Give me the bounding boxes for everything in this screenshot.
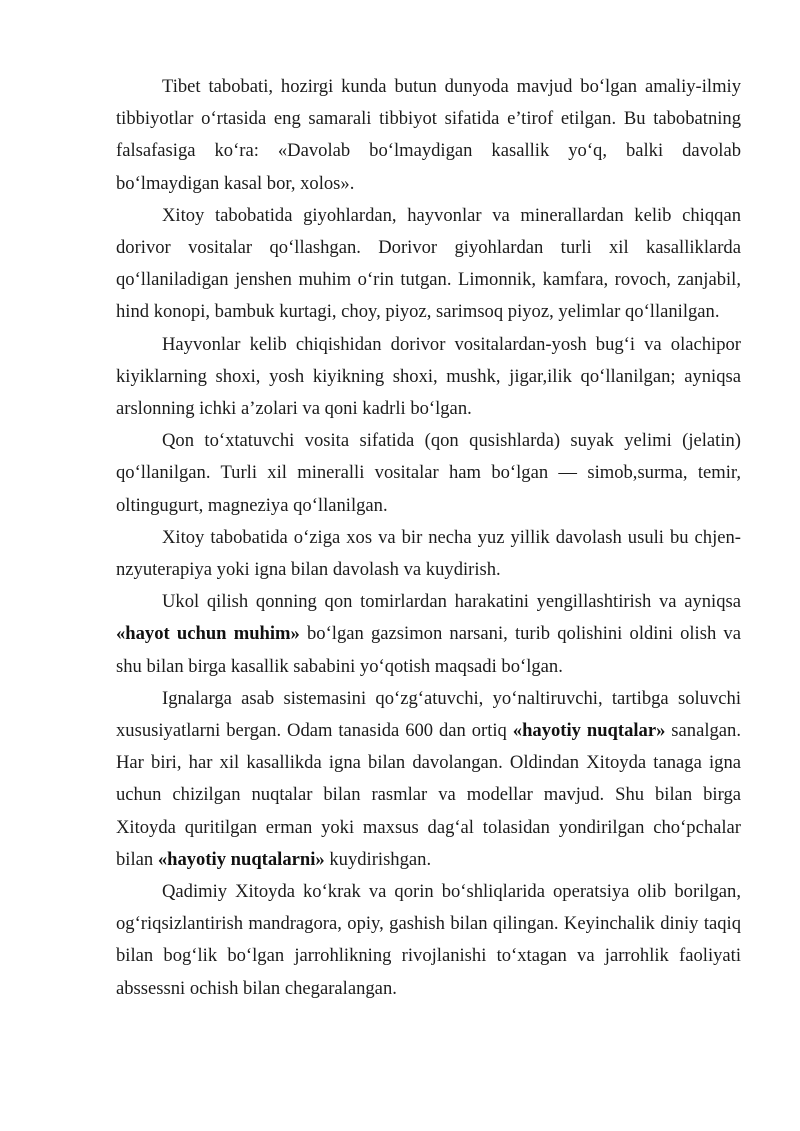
paragraph-text: kuydirishgan. bbox=[324, 848, 432, 870]
document-body bbox=[116, 71, 741, 1005]
emphasized-term: «hayotiy nuqtalar» bbox=[512, 720, 666, 742]
emphasized-term: «hayotiy nuqtalarni» bbox=[157, 848, 325, 870]
paragraph-text: Qadimiy Xitoyda ko‘krak va qorin bo‘shliqlarida operatsiya olib borilgan, og‘riqsizlantirish mandragora, opiy, gashish bilan qilingan. Keyinchalik diniy taqiq bilan bog‘lik bo‘lgan jarrohlikning rivojlanishi to‘xtagan va jarrohlik faoliyati abssessni ochish bilan chegaralangan. bbox=[116, 881, 741, 999]
paragraph bbox=[116, 522, 741, 586]
paragraph bbox=[116, 71, 741, 200]
emphasized-term: «hayot uchun muhim» bbox=[116, 623, 300, 645]
paragraph-text: sanalgan. Har biri, har xil kasallikda igna bilan davolangan. Oldindan Xitoyda tanaga igna uchun chizilgan nuqtalar bilan rasmlar va modellar mavjud. Shu bilan birga Xitoyda quritilgan erman yoki maxsus dag‘al tolasidan yondirilgan cho‘pchalar bilan bbox=[116, 720, 741, 870]
paragraph-text: Ukol qilish qonning qon tomirlardan harakatini yengillashtirish va ayniqsa bbox=[162, 591, 741, 613]
paragraph-text: Tibet tabobati, hozirgi kunda butun dunyoda mavjud bo‘lgan amaliy-ilmiy tibbiyotlar o‘rtasida eng samarali tibbiyot sifatida e’tirof etilgan. Bu tabobatning falsafasiga ko‘ra: «Davolab bo‘lmaydigan kasallik yo‘q, balki davolab bo‘lmaydigan kasal bor, xolos». bbox=[116, 76, 741, 194]
paragraph bbox=[116, 876, 741, 1005]
paragraph-text: Qon to‘xtatuvchi vosita sifatida (qon qusishlarda) suyak yelimi (jelatin) qo‘llanilgan. Turli xil mineralli vositalar ham bo‘lgan — simob,surma, temir, oltingugurt, magneziya qo‘llanilgan. bbox=[116, 430, 741, 516]
paragraph-text: Xitoy tabobatida giyohlardan, hayvonlar va minerallardan kelib chiqqan dorivor vositalar qo‘llashgan. Dorivor giyohlardan turli xil kasalliklarda qo‘llaniladigan jenshen muhim o‘rin tutgan. Limonnik, kamfara, rovoch, zanjabil, hind konopi, bambuk kurtagi, choy, piyoz, sarimsoq piyoz, yelimlar qo‘llanilgan. bbox=[116, 204, 741, 323]
paragraph-text: bo‘lgan gazsimon narsani, turib qolishini oldini olish va shu bilan birga kasallik sababini yo‘qotish maqsadi bo‘lgan. bbox=[116, 623, 741, 677]
paragraph bbox=[116, 200, 741, 329]
paragraph bbox=[116, 425, 741, 522]
paragraph bbox=[116, 683, 741, 876]
paragraph-text: Hayvonlar kelib chiqishidan dorivor vositalardan-yosh bug‘i va olachipor kiyiklarning shoxi, yosh kiyikning shoxi, mushk, jigar,ilik qo‘llanilgan; ayniqsa arslonning ichki a’zolari va qoni kadrli bo‘lgan. bbox=[116, 333, 741, 420]
paragraph-text: Ignalarga asab sistemasini qo‘zg‘atuvchi, yo‘naltiruvchi, tartibga soluvchi xususiyatlarni bergan. Odam tanasida 600 dan ortiq bbox=[116, 687, 741, 742]
paragraph bbox=[116, 329, 741, 426]
paragraph-text: Xitoy tabobatida o‘ziga xos va bir necha yuz yillik davolash usuli bu chjen-nzyuterapiya yoki igna bilan davolash va kuydirish. bbox=[116, 526, 741, 581]
paragraph bbox=[116, 586, 741, 683]
